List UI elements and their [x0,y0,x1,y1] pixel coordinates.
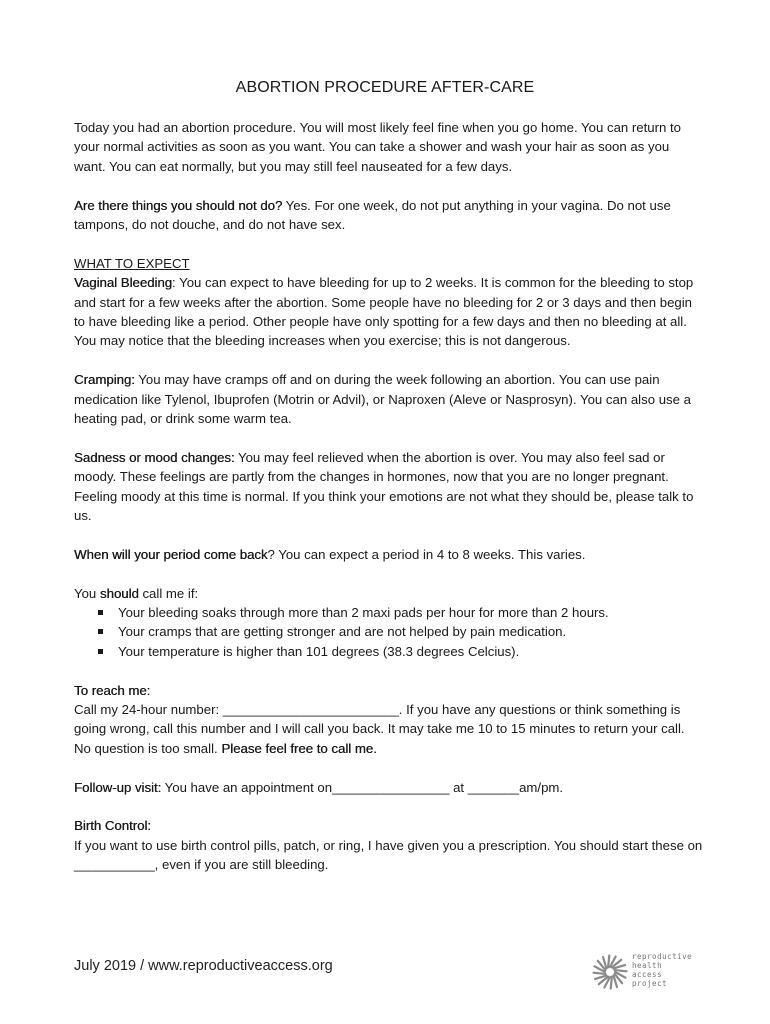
birth-control-paragraph [74,816,704,874]
logo-line: reproductive [632,952,693,961]
intro-paragraph: Today you had an abortion procedure. You will most likely feel fine when you go home. You can return to your normal activities as soon as you want. You can take a shower and wash your hair as soon as you want. You can eat normally, but you may still feel nauseated for a few days. [74,120,682,174]
call-if-pre: You [74,585,100,601]
logo-line: access [632,970,663,979]
reach-paragraph [74,681,704,759]
vaginal-bleeding-label: Vaginal Bleeding [74,275,173,291]
list-item: Your temperature is higher than 101 degrees (38.3 degrees Celcius). [96,642,704,661]
cramping-text: You may have cramps off and on during the week following an abortion. You can use pain medication like Tylenol, Ibuprofen (Motrin or Advil), or Naproxen (Aleve or Nasprosyn). You can also use a heating pad, or drink some warm tea. [74,372,691,427]
not-do-answer: Yes. For one week, do not put anything in your vagina. Do not use tampons, do not douche, and do not have sex. [74,197,671,233]
cramping-paragraph [74,370,704,428]
not-do-question: Are there things you should not do? [74,197,283,213]
reach-text: Call my 24-hour number: ________________________. If you have any questions or think something is going wrong, call this number and I will call you back. It may take me 10 to 15 minutes to return your call. No question is too small. [74,702,685,756]
followup-text: You have an appointment on________________ at _______am/pm. [161,779,564,795]
vaginal-bleeding-text: : You can expect to have bleeding for up to 2 weeks. It is common for the bleeding to stop and start for a few weeks after the abortion. Some people have no bleeding for 2 or 3 days and then begin to have bleeding like a period. Other people have only spotting for a few days and then no bleeding at all. You may notice that the bleeding increases when you exercise; this is not dangerous. [74,275,694,349]
call-if-post: call me if: [138,585,199,601]
reach-label: To reach me: [74,682,151,698]
period-text: ? You can expect a period in 4 to 8 weeks. This varies. [267,546,586,562]
call-if-intro [74,584,704,603]
logo-wordmark [632,952,692,988]
expect-section [74,254,704,351]
period-label: When will your period come back [74,546,268,562]
logo-line: project [632,979,668,988]
logo-line: health [632,961,663,970]
document-body [74,118,704,894]
list-item: Your cramps that are getting stronger and are not helped by pain medication. [96,622,704,641]
call-if-should: should [99,585,139,601]
sadness-label: Sadness or mood changes: [74,449,235,465]
logo-ray [608,956,609,968]
birth-control-label: Birth Control: [74,818,151,834]
footer-text: July 2019 / www.reproductiveaccess.org [74,958,333,974]
not-do-paragraph [74,196,704,235]
starburst-logo-icon [592,954,628,990]
sadness-text: You may feel relieved when the abortion is over. You may also feel sad or moody. These feelings are partly from the changes in hormones, now that you are no longer pregnant. Feeling moody at this time is normal. If you think your emotions are not what they should be, please talk to us. [74,449,694,524]
page-title: ABORTION PROCEDURE AFTER-CARE [235,79,535,96]
followup-label: Follow-up visit: [74,779,162,795]
expect-heading: WHAT TO EXPECT [74,255,190,271]
birth-control-text: If you want to use birth control pills, patch, or ring, I have given you a prescription. You should start these on ___________, even if you are still bleeding. [74,837,703,873]
logo-ray [615,970,627,971]
warning-list [74,603,704,661]
rhap-logo [592,952,693,992]
cramping-label: Cramping: [74,372,135,388]
sadness-paragraph [74,448,704,526]
period-paragraph [74,545,704,564]
reach-bold-end: Please feel free to call me. [221,740,377,756]
logo-ray [611,977,612,989]
list-item: Your bleeding soaks through more than 2 maxi pads per hour for more than 2 hours. [96,603,704,622]
logo-ray [594,973,606,974]
followup-paragraph [74,778,704,797]
